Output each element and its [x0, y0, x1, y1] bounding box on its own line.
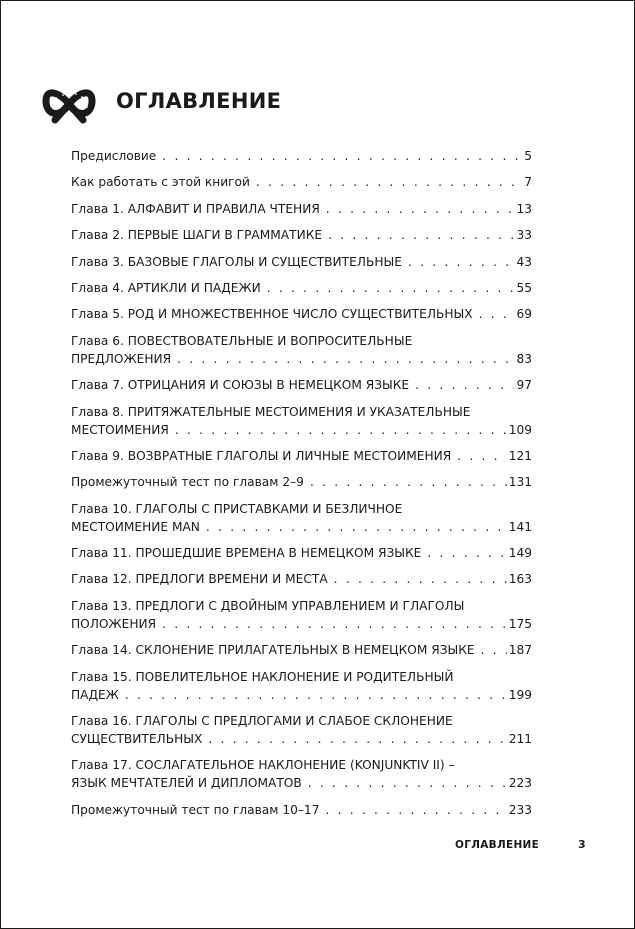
dot-leader — [206, 518, 507, 536]
toc-entry-page-number: 121 — [508, 448, 532, 463]
dot-leader — [328, 226, 514, 244]
dot-leader — [125, 686, 507, 704]
toc-entry[interactable] — [71, 200, 532, 218]
toc-entry-title: Глава 2. ПЕРВЫЕ ШАГИ В ГРАММАТИКЕ — [71, 228, 323, 243]
toc-entry-title: Предисловие — [71, 149, 157, 163]
dot-leader — [334, 570, 507, 588]
toc-entry-title-line1: Глава 10. ГЛАГОЛЫ С ПРИСТАВКАМИ И БЕЗЛИЧНОЕ — [71, 501, 403, 516]
toc-entry-title: ПОЛОЖЕНИЯ — [71, 616, 157, 631]
toc-entry-page-number: 163 — [508, 572, 532, 587]
toc-entry[interactable] — [71, 305, 532, 323]
toc-entry-page-number: 175 — [508, 616, 532, 631]
dot-leader — [326, 200, 515, 218]
toc-entry-title: Глава 1. АЛФАВИТ И ПРАВИЛА ЧТЕНИЯ — [71, 201, 320, 216]
toc-entry-title: Глава 3. БАЗОВЫЕ ГЛАГОЛЫ И СУЩЕСТВИТЕЛЬНЫЕ — [71, 254, 402, 269]
dot-leader — [267, 279, 515, 297]
toc-entry[interactable] — [71, 376, 532, 394]
toc-entry[interactable] — [71, 801, 532, 819]
toc-entry[interactable] — [71, 332, 532, 368]
dot-leader — [175, 421, 507, 439]
toc-entry-page-number: 13 — [516, 201, 532, 216]
toc-entry[interactable] — [71, 544, 532, 562]
toc-entry-title-line1: Глава 13. ПРЕДЛОГИ С ДВОЙНЫМ УПРАВЛЕНИЕМ И ГЛАГОЛЫ — [71, 598, 465, 613]
toc-entry-title: МЕСТОИМЕНИЯ — [71, 422, 169, 437]
toc-entry-title: ПРЕДЛОЖЕНИЯ — [71, 351, 172, 366]
toc-entry-title: Глава 9. ВОЗВРАТНЫЕ ГЛАГОЛЫ И ЛИЧНЫЕ МЕСТОИМЕНИЯ — [71, 448, 452, 463]
page-title: ОГЛАВЛЕНИЕ — [116, 89, 282, 113]
toc-entry-page-number: 69 — [516, 307, 532, 322]
toc-entry-title: Глава 11. ПРОШЕДШИЕ ВРЕМЕНА В НЕМЕЦКОМ ЯЗЫКЕ — [71, 546, 422, 561]
toc-entry-title: СУЩЕСТВИТЕЛЬНЫХ — [71, 732, 203, 747]
dot-leader — [427, 544, 506, 562]
toc-entry-title-line1: Глава 17. СОСЛАГАТЕЛЬНОЕ НАКЛОНЕНИЕ (KONJUNKTIV II) – — [71, 758, 455, 773]
toc-entry-title: Глава 5. РОД И МНОЖЕСТВЕННОЕ ЧИСЛО СУЩЕСТВИТЕЛЬНЫХ — [71, 307, 473, 322]
dot-leader — [308, 774, 507, 792]
dot-leader — [310, 473, 507, 491]
dot-leader — [481, 641, 507, 659]
toc-entry[interactable] — [71, 226, 532, 244]
toc-entry-page-number: 5 — [524, 149, 532, 163]
toc-entry-title: Промежуточный тест по главам 10–17 — [71, 802, 320, 817]
toc-entry-title: Как работать с этой книгой — [71, 175, 250, 190]
toc-entry-title-line1: Глава 6. ПОВЕСТВОВАТЕЛЬНЫЕ И ВОПРОСИТЕЛЬНЫЕ — [71, 333, 413, 348]
toc-entry-page-number: 223 — [508, 776, 532, 791]
toc-entry-title: ЯЗЫК МЕЧТАТЕЛЕЙ И ДИПЛОМАТОВ — [71, 776, 302, 791]
toc-entry-title-line1: Глава 16. ГЛАГОЛЫ С ПРЕДЛОГАМИ И СЛАБОЕ СКЛОНЕНИЕ — [71, 714, 453, 729]
dot-leader — [479, 305, 515, 323]
toc-entry[interactable] — [71, 403, 532, 439]
toc-entry[interactable] — [71, 756, 532, 792]
toc-entry-title-line1: Глава 15. ПОВЕЛИТЕЛЬНОЕ НАКЛОНЕНИЕ И РОДИТЕЛЬНЫЙ — [71, 669, 454, 684]
pretzel-icon — [42, 83, 96, 125]
toc-entry-page-number: 43 — [516, 254, 532, 269]
toc-entry-page-number: 149 — [508, 546, 532, 561]
dot-leader — [457, 447, 507, 465]
page-number: 3 — [578, 838, 586, 851]
toc-entry[interactable] — [71, 500, 532, 536]
toc-entry-page-number: 199 — [508, 687, 532, 702]
dot-leader — [162, 147, 520, 165]
toc-entry-page-number: 233 — [508, 802, 532, 817]
toc-entry-title: Промежуточный тест по главам 2–9 — [71, 475, 304, 490]
toc-entry-page-number: 187 — [508, 643, 532, 658]
toc-entry[interactable] — [71, 597, 532, 633]
toc-entry[interactable] — [71, 173, 532, 191]
toc-entry-page-number: 7 — [524, 175, 532, 190]
dot-leader — [162, 615, 507, 633]
toc-entry-page-number: 55 — [516, 280, 532, 295]
toc-entry-page-number: 33 — [516, 228, 532, 243]
toc-entry-title: Глава 4. АРТИКЛИ И ПАДЕЖИ — [71, 280, 261, 295]
toc-entry-page-number: 131 — [508, 475, 532, 490]
toc-entry-page-number: 109 — [508, 422, 532, 437]
toc-entry-title: ПАДЕЖ — [71, 687, 119, 702]
toc-entry-page-number: 97 — [516, 378, 532, 393]
toc-entry-page-number: 83 — [516, 351, 532, 366]
toc-entry-title-line1: Глава 8. ПРИТЯЖАТЕЛЬНЫЕ МЕСТОИМЕНИЯ И УКАЗАТЕЛЬНЫЕ — [71, 404, 471, 419]
dot-leader — [256, 173, 520, 191]
dot-leader — [408, 253, 515, 271]
toc-entry[interactable] — [71, 147, 532, 165]
toc-entry[interactable] — [71, 253, 532, 271]
toc-entry[interactable] — [71, 570, 532, 588]
toc-entry[interactable] — [71, 641, 532, 659]
running-footer-label: ОГЛАВЛЕНИЕ — [455, 839, 540, 851]
dot-leader — [415, 376, 514, 394]
toc-entry[interactable] — [71, 279, 532, 297]
toc-entry-title: Глава 12. ПРЕДЛОГИ ВРЕМЕНИ И МЕСТА — [71, 572, 328, 587]
toc-entry-page-number: 211 — [508, 732, 532, 747]
toc-entry-title: Глава 7. ОТРИЦАНИЯ И СОЮЗЫ В НЕМЕЦКОМ ЯЗЫКЕ — [71, 378, 410, 393]
toc-entry[interactable] — [71, 473, 532, 491]
table-of-contents — [71, 147, 532, 827]
toc-entry-page-number: 141 — [508, 519, 532, 534]
toc-entry-title: МЕСТОИМЕНИЕ MAN — [71, 519, 200, 534]
toc-entry[interactable] — [71, 447, 532, 465]
toc-entry-title: Глава 14. СКЛОНЕНИЕ ПРИЛАГАТЕЛЬНЫХ В НЕМЕЦКОМ ЯЗЫКЕ — [71, 643, 475, 658]
toc-entry[interactable] — [71, 712, 532, 748]
dot-leader — [325, 801, 506, 819]
toc-entry[interactable] — [71, 668, 532, 704]
dot-leader — [177, 350, 514, 368]
dot-leader — [208, 730, 506, 748]
